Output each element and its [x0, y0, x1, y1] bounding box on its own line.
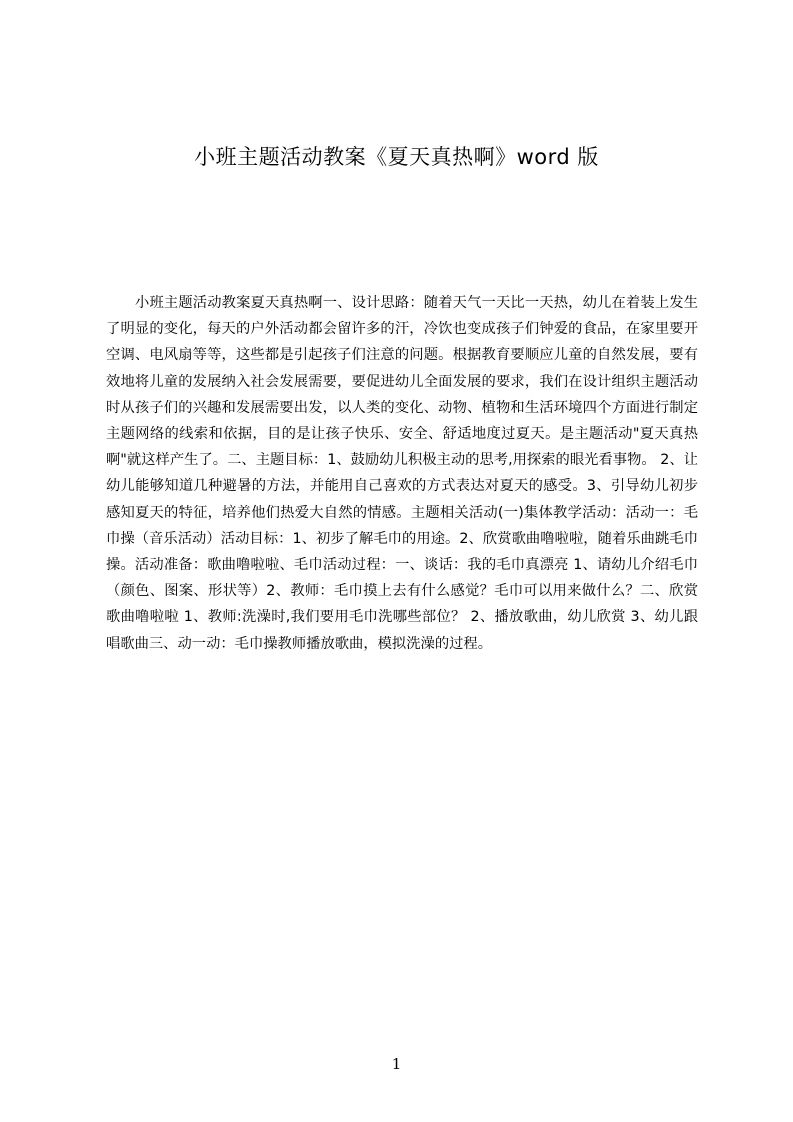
document-body-paragraph: 小班主题活动教案夏天真热啊一、设计思路：随着天气一天比一天热，幼儿在着装上发生了明显的变化，每天的户外活动都会留许多的汗，冷饮也变成孩子们钟爱的食品，在家里要开空调、电风扇等等，这些都是引起孩子们注意的问题。根据教育要顺应儿童的自然发展，要有效地将儿童的发展纳入社会发展需要，要促进幼儿全面发展的要求，我们在设计组织主题活动时从孩子们的兴趣和发展需要出发，以人类的变化、动物、植物和生活环境四个方面进行制定主题网络的线索和依据，目的是让孩子快乐、安全、舒适地度过夏天。是主题活动"夏天真热啊"就这样产生了。二、主题目标：1、鼓励幼儿积极主动的思考,用探索的眼光看事物。 2、让幼儿能够知道几种避暑的方法，并能用自己喜欢的方式表达对夏天的感受。3、引导幼儿初步感知夏天的特征，培养他们热爱大自然的情感。主题相关活动(一)集体教学活动：活动一：毛巾操（音乐活动）活动目标：1、初步了解毛巾的用途。2、欣赏歌曲噜啦啦，随着乐曲跳毛巾操。活动准备：歌曲噜啦啦、毛巾活动过程：一、谈话：我的毛巾真漂亮 1、请幼儿介绍毛巾（颜色、图案、形状等）2、教师：毛巾摸上去有什么感觉？毛巾可以用来做什么？二、欣赏歌曲噜啦啦 1、教师:洗澡时,我们要用毛巾洗哪些部位？ 2、播放歌曲，幼儿欣赏 3、幼儿跟唱歌曲三、动一动：毛巾操教师播放歌曲，模拟洗澡的过程。	[106, 295, 698, 652]
page-number: 1	[391, 1055, 402, 1073]
document-title: 小班主题活动教案《夏天真热啊》word 版	[194, 145, 599, 169]
